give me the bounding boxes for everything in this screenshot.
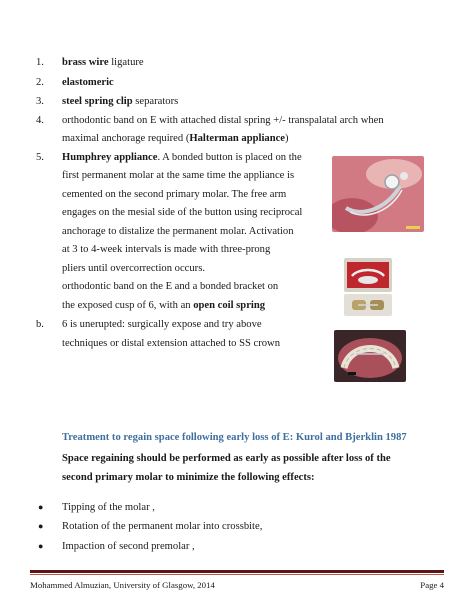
list-item-5-bold: Humphrey appliance — [62, 152, 158, 163]
list-item-2 — [62, 76, 114, 89]
humphrey-appliance-photo — [332, 156, 424, 232]
footer-rule-light — [30, 574, 444, 575]
list-number-2: 2. — [36, 77, 44, 88]
list-number-3: 3. — [36, 96, 44, 107]
list-item-b-line-2: techniques or distal extension attached to SS crown — [62, 338, 281, 349]
bullet-icon: ● — [38, 541, 44, 551]
open-coil-spring-photo — [344, 258, 392, 292]
list-item-5-line-9 — [62, 299, 265, 312]
band-and-bracket-photo — [344, 294, 392, 316]
list-item-5-line-6: at 3 to 4-week intervals is made with three-prong — [62, 244, 271, 255]
intraoral-occlusal-photo — [334, 330, 406, 382]
section-paragraph-line-1: Space regaining should be performed as early as possible after loss of the — [62, 453, 391, 464]
bullet-icon: ● — [38, 502, 44, 512]
list-item-5-bold-2: open coil spring — [193, 300, 266, 311]
list-item-b-line-1: 6 is unerupted: surgically expose and try above — [62, 319, 262, 330]
list-item-4-line-2-text: maximal anchorage required ( — [62, 133, 190, 144]
list-item-4-line-2-close: ) — [285, 133, 289, 144]
list-item-5-line-3: cemented on the second primary molar. The free arm — [62, 189, 287, 200]
bullet-item: Tipping of the molar , — [62, 502, 155, 513]
list-item-1-text: ligature — [108, 57, 144, 68]
section-heading: Treatment to regain space following early loss of E: Kurol and Bjerklin 1987 — [62, 432, 407, 443]
list-item-4-line-1: orthodontic band on E with attached distal spring +/- transpalatal arch when — [62, 115, 384, 126]
list-number-b: b. — [36, 319, 44, 330]
list-item-5-line-2: first permanent molar at the same time the appliance is — [62, 170, 295, 181]
list-item-4-bold: Halterman appliance — [189, 133, 285, 144]
list-item-3-bold: steel spring clip — [62, 96, 133, 107]
list-item-5-line-1-text: . A bonded button is placed on the — [157, 152, 302, 163]
bullet-icon: ● — [38, 521, 44, 531]
list-number-5: 5. — [36, 152, 44, 163]
list-item-5-line-1 — [62, 151, 302, 164]
list-item-2-bold: elastomeric — [62, 77, 114, 88]
list-item-1 — [62, 56, 144, 69]
list-item-5-line-9-text: the exposed cusp of 6, with an — [62, 300, 194, 311]
bullet-item: Rotation of the permanent molar into crossbite, — [62, 521, 263, 532]
list-item-3 — [62, 95, 178, 108]
bullet-item: Impaction of second premolar , — [62, 541, 195, 552]
list-number-4: 4. — [36, 115, 44, 126]
list-item-3-text: separators — [132, 96, 179, 107]
footer-rule-dark — [30, 570, 444, 573]
list-item-5-line-4: engages on the mesial side of the button using reciprocal — [62, 207, 303, 218]
list-number-1: 1. — [36, 57, 44, 68]
list-item-5-line-8: orthodontic band on the E and a bonded bracket on — [62, 281, 279, 292]
footer-page-number: Page 4 — [420, 580, 444, 590]
list-item-1-bold: brass wire — [62, 57, 109, 68]
list-item-4-line-2 — [62, 132, 289, 145]
footer-author: Mohammed Almuzian, University of Glasgow, 2014 — [30, 580, 215, 590]
list-item-5-line-7: pliers until overcorrection occurs. — [62, 263, 205, 274]
section-paragraph-line-2: second primary molar to minimize the following effects: — [62, 472, 315, 483]
list-item-5-line-5: anchorage to distalize the permanent molar. Activation — [62, 226, 294, 237]
